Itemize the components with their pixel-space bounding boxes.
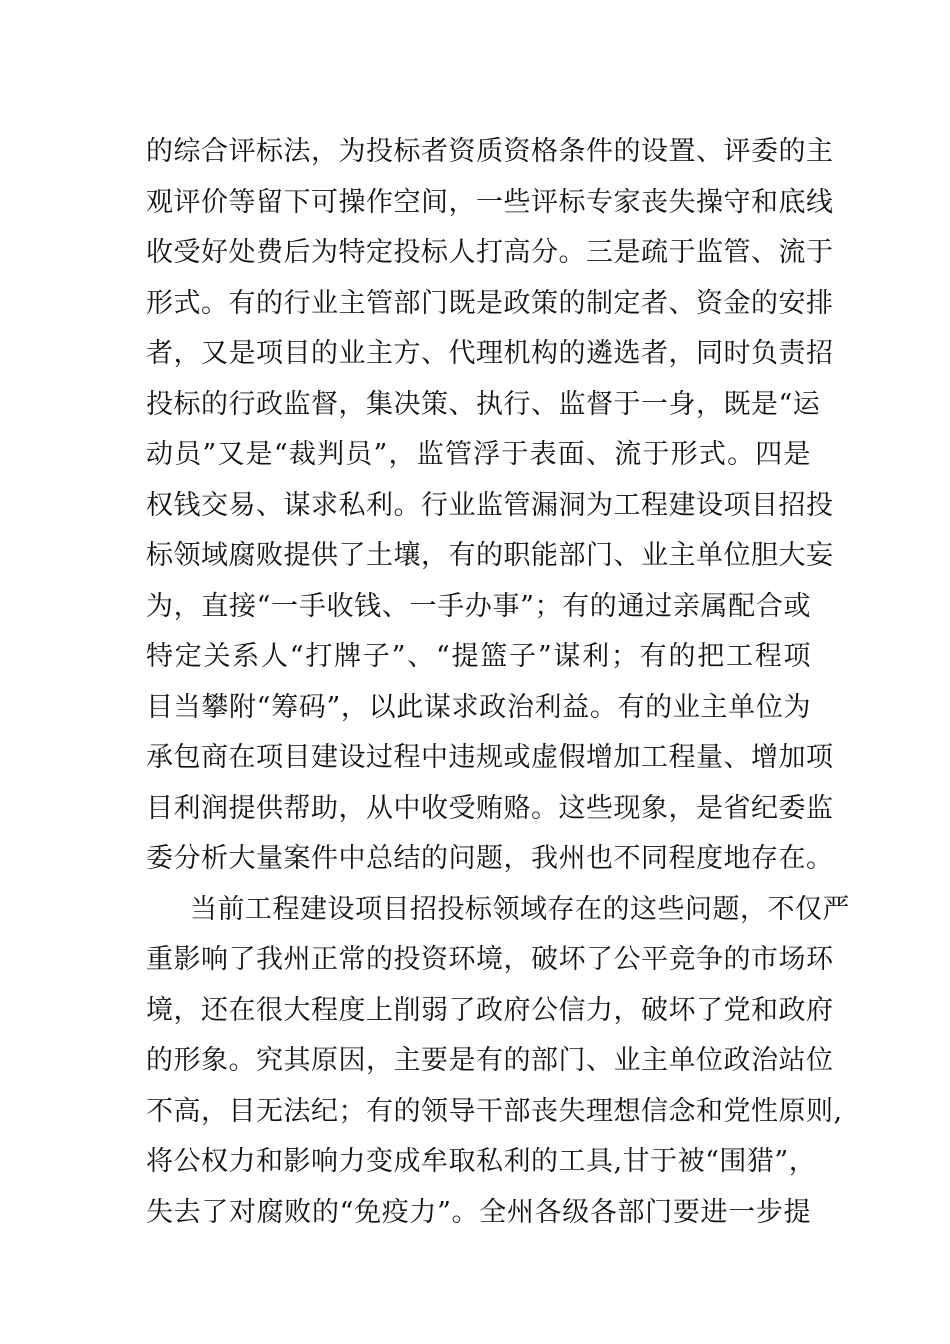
text-line: 为，直接“一手收钱、一手办事”；有的通过亲属配合或 bbox=[146, 590, 811, 622]
text-line: 目当攀附“筹码”，以此谋求政治利益。有的业主单位为 bbox=[146, 691, 811, 723]
text-line: 标领域腐败提供了土壤，有的职能部门、业主单位胆大妄 bbox=[146, 540, 834, 571]
text-line: 目利润提供帮助，从中收受贿赂。这些现象，是省纪委监 bbox=[146, 792, 834, 824]
body-text bbox=[146, 127, 850, 1238]
text-line: 失去了对腐败的“免疫力”。全州各级各部门要进一步提 bbox=[146, 1196, 811, 1228]
text-line: 承包商在项目建设过程中违规或虚假增加工程量、增加项 bbox=[146, 742, 834, 773]
text-line: 重影响了我州正常的投资环境，破坏了公平竞争的市场环 bbox=[146, 944, 834, 975]
text-line: 不高，目无法纪；有的领导干部丧失理想信念和党性原则, bbox=[146, 1095, 843, 1127]
text-line: 观评价等留下可操作空间，一些评标专家丧失操守和底线 bbox=[146, 186, 834, 218]
text-line: 特定关系人“打牌子”、“提篮子”谋利；有的把工程项 bbox=[146, 641, 811, 672]
text-line: 境，还在很大程度上削弱了政府公信力，破坏了党和政府 bbox=[146, 994, 834, 1026]
text-line: 的形象。究其原因，主要是有的部门、业主单位政治站位 bbox=[146, 1045, 834, 1076]
text-line: 形式。有的行业主管部门既是政策的制定者、资金的安排 bbox=[146, 287, 834, 319]
text-line: 的综合评标法，为投标者资质资格条件的设置、评委的主 bbox=[146, 136, 834, 167]
paragraph-start-line: 当前工程建设项目招投标领域存在的这些问题，不仅严 bbox=[190, 893, 850, 925]
text-line: 者，又是项目的业主方、代理机构的遴选者，同时负责招 bbox=[146, 338, 834, 369]
text-line: 动员”又是“裁判员”，监管浮于表面、流于形式。四是 bbox=[146, 439, 811, 470]
text-line: 收受好处费后为特定投标人打高分。三是疏于监管、流于 bbox=[146, 237, 834, 268]
text-line: 权钱交易、谋求私利。行业监管漏洞为工程建设项目招投 bbox=[146, 489, 834, 521]
text-line: 投标的行政监督，集决策、执行、监督于一身，既是“运 bbox=[146, 388, 821, 420]
text-line: 将公权力和影响力变成牟取私利的工具,甘于被“围猎”， bbox=[146, 1146, 817, 1177]
paragraph-end-line: 委分析大量案件中总结的问题，我州也不同程度地存在。 bbox=[146, 843, 834, 874]
